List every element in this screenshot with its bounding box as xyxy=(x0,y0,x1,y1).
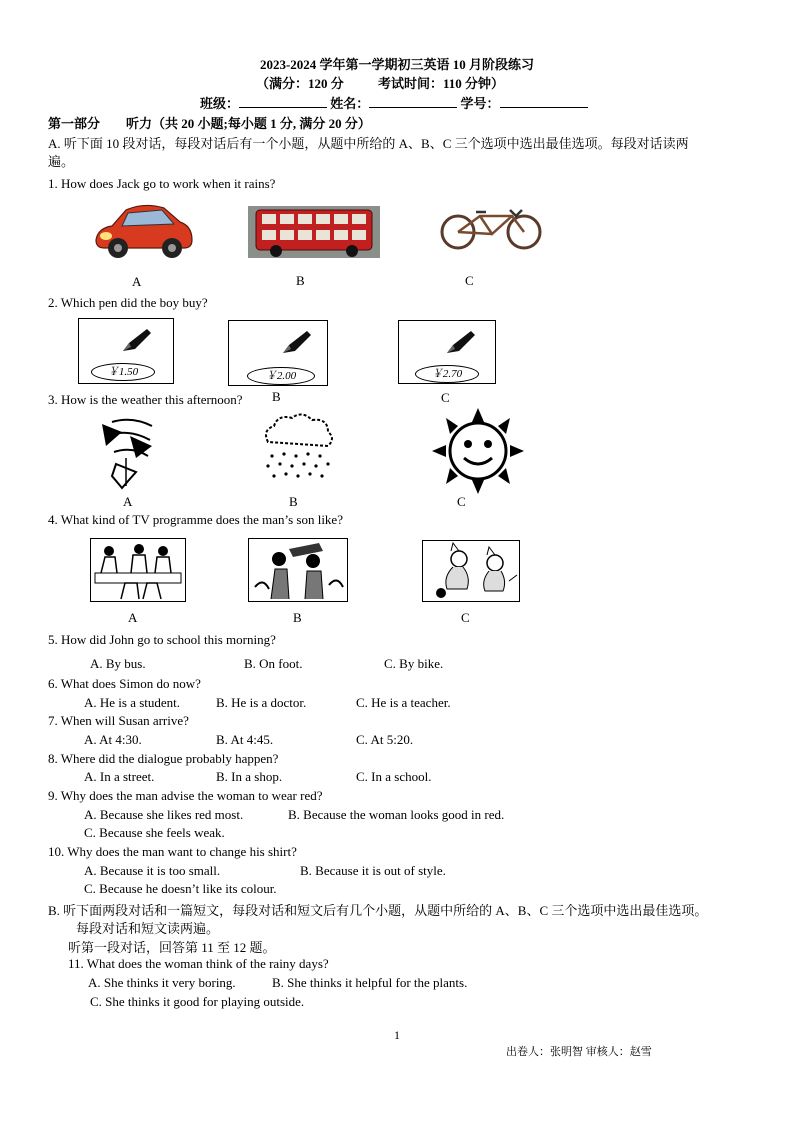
footer-credit: 出卷人：张明智 审核人：赵雪 xyxy=(506,1046,652,1058)
question-3-label-b: B xyxy=(289,494,298,509)
name-blank[interactable] xyxy=(369,95,457,108)
price-tag-c: ￥2.70 xyxy=(415,365,479,383)
windy-icon xyxy=(92,412,164,492)
question-9-option-c[interactable]: C. Because she feels weak. xyxy=(84,825,225,840)
question-4-stem: 4. What kind of TV programme does the man’s son like? xyxy=(48,512,343,527)
sectionB-instruction-line3: 听第一段对话，回答第 11 至 12 题。 xyxy=(68,940,276,955)
cartoon-icon xyxy=(422,540,520,602)
question-1-stem: 1. How does Jack go to work when it rains? xyxy=(48,176,276,191)
question-11-option-b[interactable]: B. She thinks it helpful for the plants. xyxy=(272,975,468,990)
question-5-option-b[interactable]: B. On foot. xyxy=(244,656,303,671)
sectionA-instruction-line2: 遍。 xyxy=(48,154,75,169)
question-9-stem: 9. Why does the man advise the woman to wear red? xyxy=(48,788,323,803)
exam-score: （满分：120 分 xyxy=(256,76,344,91)
part1-heading: 第一部分 xyxy=(48,116,101,131)
question-4-label-a: A xyxy=(128,610,138,625)
question-1-label-a: A xyxy=(132,274,142,289)
pen-icon xyxy=(279,327,315,357)
car-icon xyxy=(92,200,196,262)
question-3-label-a: A xyxy=(123,494,133,509)
part1-subheading: 听力（共 20 小题;每小题 1 分, 满分 20 分） xyxy=(126,116,371,131)
name-label: 姓名： xyxy=(330,96,370,111)
action-movie-icon xyxy=(248,538,348,602)
question-6-option-a[interactable]: A. He is a student. xyxy=(84,695,181,710)
question-7-option-b[interactable]: B. At 4:45. xyxy=(216,732,274,747)
bicycle-icon xyxy=(436,204,548,250)
question-8-option-c[interactable]: C. In a school. xyxy=(356,769,432,784)
question-7-option-a[interactable]: A. At 4:30. xyxy=(84,732,142,747)
question-6-option-b[interactable]: B. He is a doctor. xyxy=(216,695,307,710)
exam-title: 2023-2024 学年第一学期初三英语 10 月阶段练习 xyxy=(259,57,535,72)
question-9-option-b[interactable]: B. Because the woman looks good in red. xyxy=(288,807,505,822)
question-6-option-c[interactable]: C. He is a teacher. xyxy=(356,695,451,710)
sectionA-instruction-line1: A. 听下面 10 段对话，每段对话后有一个小题，从题中所给的 A、B、C 三个选项中选出最佳选项。每段对话读两 xyxy=(48,136,689,151)
question-11-option-a[interactable]: A. She thinks it very boring. xyxy=(88,975,236,990)
question-10-stem: 10. Why does the man want to change his shirt? xyxy=(48,844,297,859)
question-2-option-b xyxy=(228,320,328,386)
question-2-option-c xyxy=(398,320,496,384)
class-blank[interactable] xyxy=(239,95,327,108)
question-4-label-b: B xyxy=(293,610,302,625)
id-label: 学号： xyxy=(460,96,500,111)
pen-icon xyxy=(119,325,155,355)
question-2-stem: 2. Which pen did the boy buy? xyxy=(48,295,208,310)
sectionB-instruction-line2: 每段对话和短文读两遍。 xyxy=(76,921,220,936)
student-info-line xyxy=(200,93,588,112)
price-tag-a: ￥1.50 xyxy=(91,363,155,381)
question-8-option-b[interactable]: B. In a shop. xyxy=(216,769,283,784)
page-number: 1 xyxy=(394,1028,400,1042)
question-6-stem: 6. What does Simon do now? xyxy=(48,676,201,691)
question-8-option-a[interactable]: A. In a street. xyxy=(84,769,155,784)
pen-icon xyxy=(443,327,479,357)
exam-time: 考试时间：110 分钟） xyxy=(378,76,505,91)
question-3-stem: 3. How is the weather this afternoon? xyxy=(48,392,243,407)
price-tag-b: ￥2.00 xyxy=(247,367,315,385)
question-5-stem: 5. How did John go to school this morning? xyxy=(48,632,276,647)
question-8-stem: 8. Where did the dialogue probably happen? xyxy=(48,751,279,766)
question-1-label-c: C xyxy=(465,273,474,288)
question-2-option-a xyxy=(78,318,174,384)
question-2-label-b: B xyxy=(272,389,281,404)
bus-icon xyxy=(248,206,380,258)
question-10-option-c[interactable]: C. Because he doesn’t like its colour. xyxy=(84,881,277,896)
question-5-option-a[interactable]: A. By bus. xyxy=(90,656,146,671)
sunny-icon xyxy=(432,408,524,494)
question-7-option-c[interactable]: C. At 5:20. xyxy=(356,732,414,747)
question-5-option-c[interactable]: C. By bike. xyxy=(384,656,444,671)
question-11-option-c[interactable]: C. She thinks it good for playing outside. xyxy=(90,994,305,1009)
snowy-icon xyxy=(258,412,338,486)
question-3-label-c: C xyxy=(457,494,466,509)
question-10-option-a[interactable]: A. Because it is too small. xyxy=(84,863,221,878)
question-7-stem: 7. When will Susan arrive? xyxy=(48,713,189,728)
question-1-label-b: B xyxy=(296,273,305,288)
question-11-stem: 11. What does the woman think of the rainy days? xyxy=(68,956,329,971)
class-label: 班级： xyxy=(200,96,240,111)
question-9-option-a[interactable]: A. Because she likes red most. xyxy=(84,807,244,822)
sectionB-instruction-line1: B. 听下面两段对话和一篇短文，每段对话和短文后有几个小题，从题中所给的 A、B、C 三个选项中选出最佳选项。 xyxy=(48,903,708,918)
id-blank[interactable] xyxy=(500,95,588,108)
question-10-option-b[interactable]: B. Because it is out of style. xyxy=(300,863,446,878)
question-4-label-c: C xyxy=(461,610,470,625)
question-2-label-c: C xyxy=(441,390,450,405)
talk-show-icon xyxy=(90,538,186,602)
